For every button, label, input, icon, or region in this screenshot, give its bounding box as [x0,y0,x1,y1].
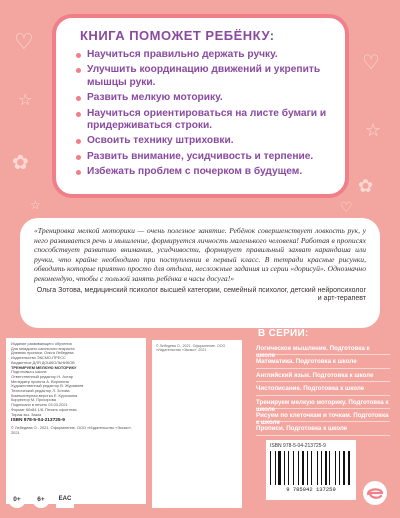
benefit-text: Развить внимание, усидчивость и терпение. [87,150,314,162]
benefits-title: КНИГА ПОМОЖЕТ РЕБЁНКУ: [80,28,275,43]
series-item: Математика. Подготовка к школе [256,355,390,368]
barcode-bar [298,451,299,485]
imprint-detail: Технический редактор Л. Зотова [11,388,70,394]
heart-decor-icon: ♡ [340,200,353,216]
imprint-detail: Корректор М. Прохорова [11,397,56,403]
imprint-detail: Художественный редактор В. Журавлев [11,383,84,389]
barcode-bar [270,451,271,485]
barcode-bar [348,451,351,485]
imprint-line: Издательство ЭКСМО-ПРЕСС [11,355,66,361]
barcode-label: ISBN 978-5-04-213725-9 [270,443,326,449]
imprint-isbn: ISBN 978-5-04-213725-9 [11,418,65,424]
series-item: Рисуем по клеточкам и точкам. Подготовка к школе [256,409,390,422]
bullet-icon [76,139,81,144]
barcode-bar [293,451,294,485]
bullet-icon [76,155,81,160]
compliance-marks [8,490,74,508]
benefit-item [76,166,331,178]
bullet-icon [76,53,81,58]
barcode-bar [343,451,345,485]
heart-decor-icon: ♡ [14,30,34,55]
benefit-item [76,135,331,147]
eac-mark: EAC [56,490,74,508]
barcode-bar [278,451,281,485]
star-decor-icon: ☆ [18,90,33,109]
benefits-list [76,49,331,179]
benefit-item [76,92,331,104]
fine-print-box [152,340,242,508]
benefits-frame [52,14,349,198]
benefit-item [76,49,331,61]
series-item: Логическое мышление. Подготовка к школе [256,342,390,355]
barcode-bar [307,451,309,485]
publisher-logo-icon [362,480,388,506]
series-item: Английский язык. Подготовка к школе [256,369,390,382]
heart-decor-icon: ♡ [362,50,380,74]
imprint-detail: Тираж экз. Заказ [11,411,42,417]
series-title: В СЕРИИ: [258,328,309,339]
bullet-icon [76,68,81,73]
imprint-product-title: ТРЕНИРУЕМ МЕЛКУЮ МОТОРИКУ [11,364,77,370]
series-item: Чистописание. Подготовка к школе [256,382,390,395]
imprint-product-subtitle: Подготовка к школе [11,369,47,375]
isbn-barcode [266,440,356,500]
barcode-bar [335,451,336,485]
imprint-detail: Формат 60x84 1/8. Печать офсетная. [11,406,78,412]
imprint-line: Издание развивающего обучения [11,341,72,346]
barcode-bar [317,451,318,485]
bullet-icon [76,112,81,117]
imprint-footer: © Лебедева О., 2021. Оформление. ООО «Издательство «Эксмо», 2021 [11,424,132,435]
quote-author: Ольга Зотова, медицинский психолог высшей категории, семейный психолог, детский нейропсихолог и арт-терапевт [36,286,366,303]
imprint-detail: Менеджер проекта А. Воронина [11,378,69,384]
benefit-text: Избежать проблем с почерком в будущем. [87,166,303,178]
barcode-bar [302,451,304,485]
barcode-bar [284,451,286,485]
benefit-text: Развить мелкую моторику. [87,92,223,104]
imprint-detail: Подписано в печать 03.03.2021 [11,402,68,408]
series-list [256,342,390,436]
imprint-block [6,338,146,504]
imprint-line: Для младшего школьного возраста [11,345,75,351]
flower-decor-icon: ✿ [12,150,29,174]
barcode-bar [329,451,330,485]
benefit-item [76,108,331,133]
quote-text: «Тренировка мелкой моторики — очень полезное занятие. Ребёнок совершенствует ловкость рук, у него развивается речь и мышление, формируется личность маленького человека! Работая в прописях способствует развитию внимания, усидчивости, формирует правильный захват карандаша или ручки, что крайне необходимо при поступлении в первый класс. В тетради красные рисунки, обводить которые приятно просто для отдыха, несложные задания из серии «дорисуй». Однозначно рекомендую, чтобы с пользой занять ребёнка в часы досуга!» [34,226,366,283]
fine-print-text: © Лебедева О., 2021. Оформление. ООО «Издательство «Эксмо», 2021 [156,344,226,353]
benefit-text: Улучшить координацию движений и укрепить мышцы руки. [87,64,321,88]
imprint-detail: Компьютерная верстка Е. Курочкина [11,392,78,398]
benefit-text: Научиться ориентироваться на листе бумаги и придерживаться строки. [87,107,327,132]
age-rating-badge: 0+ [8,490,26,508]
expert-quote [20,218,380,328]
benefit-text: Освоить технику штриховки. [87,135,234,147]
bullet-icon [76,96,81,101]
imprint-detail: Ответственный редактор Н. Ахтар [11,373,73,379]
barcode-digits: 9 785042 137259 [286,486,336,493]
barcode-bar [311,451,312,485]
age-rating-badge: 6+ [32,490,50,508]
barcode-bar [325,451,327,485]
barcode-bar [288,451,289,485]
imprint-line: Бюджетное ДЛЯ ДОШКОЛЬНИКОВ [11,359,75,365]
bullet-icon [76,170,81,175]
barcode-bars [270,451,352,485]
benefit-text: Научиться правильно держать ручку. [87,49,278,60]
benefit-item [76,151,331,163]
star-decor-icon: ☆ [30,198,41,212]
series-item: Тренируем мелкую моторику. Подготовка к школе [256,396,390,409]
barcode-bar [339,451,340,485]
series-item: Прописи. Подготовка к школе [256,422,390,435]
benefit-item [76,64,331,89]
barcode-bar [321,451,322,485]
star-decor-icon: ☆ [365,120,382,141]
barcode-bar [275,451,276,485]
flower-decor-icon: ✿ [358,176,374,197]
imprint-line: Дневник прописи, Ольга Лебедева [11,350,74,356]
